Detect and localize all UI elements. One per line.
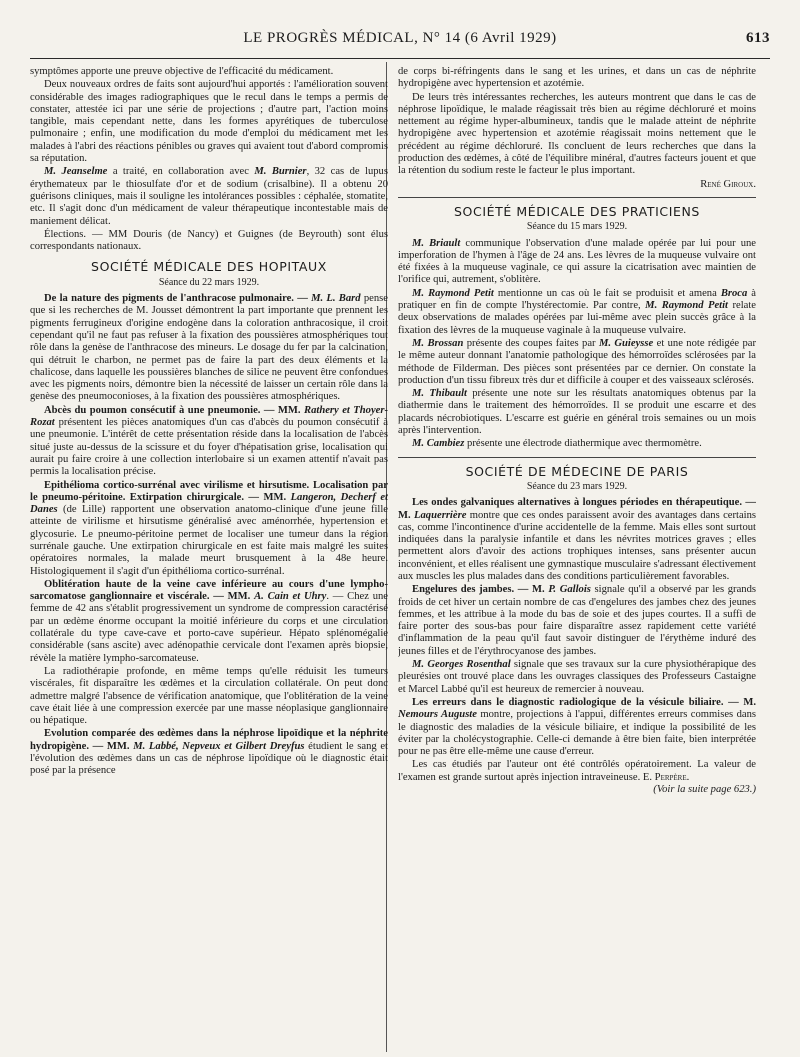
paragraph-text: . — Chez une femme de 42 ans s'établit progressivement un syndrome de compression caractérisé par un œdème énorme occupant la moitié inférieure du corps et une circulation collatérale du type cave-cave et porto-cave supérieur. Hépato splénomégalie considérable (sans ascite) avec adénopathie cervicale dont l'examen après biopsie, révèle la matière lympho-sarcomateuse. [30,591,388,664]
topic-title: De la nature des pigments de l'anthracose pulmonaire. — [44,293,308,305]
topic-title: Evolution comparée des œdèmes dans la néphrose lipoïdique et la néphrite hydropigène. — MM. [30,728,388,752]
section-title: SOCIÉTÉ DE MÉDECINE DE PARIS [465,463,689,479]
topic-title: Abcès du poumon consécutif à une pneumonie. — MM. [44,404,305,416]
paragraph [30,293,388,404]
author-name: Langeron, Decherf et Danes [30,491,388,516]
paragraph-text: mentionne un cas où le fait se produisit et amena [493,287,721,299]
section-date: Séance du 22 mars 1929. [158,276,260,288]
author-name: M. Raymond Petit [645,300,728,312]
signature: E. Perpère. [642,771,690,783]
author-name: M. Raymond Petit [412,287,494,299]
paragraph-text: pense que si les recherches de M. Jousset démontrent la part importante que prennent les pigments ferrugineux d'origine endogène dans la coloration anthracosique, il croit cependant qu'il ne faut pas refuser à la fixation des poussières atmosphériques tout rôle dans la genèse de l'anthracose des mineurs. Le dosage du fer par la calcination, qui détruit le charbon, ne permet pas de faire la part des deux éléments et la chalicose, dans laquelle les poussières blanches de silice ne peuvent être confondues avec les pigments noirs, démontre bien la nécessité de laisser un certain rôle dans la genèse des pneumoconioses, à la fixation des poussières atmosphériques. [30,293,388,403]
paragraph-text: montre que ces ondes paraissent avoir des avantages dans certains cas, comme l'incontinence d'urine accidentelle de la femme. Mais elles sont surtout indiquées dans la paralysie infantile et dans les névrites motrices graves ; elles permettent alors d'avoir des actions trophiques intenses, sans présenter aucun inconvénient, et elles réalisent une gymnastique musculaire s'adressant électivement aux muscles les plus malades dans des conditions particulièrement favorables. [398,509,756,582]
paragraph: symptômes apporte une preuve objective de l'efficacité du médicament. [30,66,334,77]
paragraph [398,238,756,287]
paragraph-text: signale que ses travaux sur la cure physiothérapique des pleurésies ont trouvé place dans les ouvrages classiques des Professeurs Castaigne et Marcel Labbé qu'il est heureux de remercier à nouveau. [398,659,756,695]
paragraph-text: présente une électrode diathermique avec thermomètre. [464,438,702,450]
author-name: M. Thibault [412,388,467,400]
page-number: 613 [746,30,770,46]
author-name: Broca [720,287,748,299]
paragraph [30,79,388,165]
paragraph [398,759,756,796]
author-name: Nemours Auguste [398,709,477,721]
section-heading [398,203,756,234]
author-name: M. Cambiez [412,438,465,450]
paragraph [398,288,756,337]
section-title: SOCIÉTÉ MÉDICALE DES HOPITAUX [91,259,327,275]
author-name: Laquerrière [414,509,467,521]
paragraph [398,659,756,696]
signature: René Giroux. [700,178,756,190]
paragraph-text: montre, projections à l'appui, différentes erreurs commises dans le diagnostic des maladies de la vésicule biliaire, et indique la possibilité de les éviter par la cholécystographie. Celle-ci demande à être bien faite, bien interprétée pour ne pas être elle-même une cause d'erreur. [398,709,756,758]
paragraph-text: à pratiquer en fin de compte l'hystérectomie. Par contre, [398,287,756,312]
continued-note: (Voir la suite page 623.) [653,784,756,796]
author-name: M. Burnier [254,166,307,178]
author-name: M. Georges Rosenthal [412,659,511,671]
paragraph-text: Les cas étudiés par l'auteur ont été contrôlés opératoirement. La valeur de l'examen est grande surtout après injection intraveineuse. [398,759,756,783]
paragraph: de corps bi-réfringents dans le sang et les urines, et dans un cas de néphrite hydropigène avec hypertension et azotémie. [398,66,756,90]
paragraph [30,728,388,777]
paragraph-text: signale qu'il a observé par les grands froids de cet hiver un certain nombre de cas d'engelures des jambes chez des jeunes femmes, et les attribue à la mode du bas de soie et des jupes courtes. Il a suffi de faire porter des sous-bas pour faire disparaître assez rapidement cette variété d'inflammation de la peau qu'il faut savoir distinguer de l'érythème induré des jeunes filles et de l'érythrocyanose des jambes. [398,584,756,657]
paragraph [398,497,756,583]
paragraph-text: Deux nouveaux ordres de faits sont aujourd'hui apportés : l'amélioration souvent considérable des images radiographiques que le recul dans le temps a permis de constater, attestée ici par une série de projections ; d'autre part, l'action moins tangible, mais cependant nette, dans les formes apyrétiques de tuberculose pulmonaire ; enfin, une modification du mode d'emploi du médicament met les malades à l'abri des réactions pénibles ou graves qui avaient tout d'abord compromis sa réputation. [30,79,388,165]
paragraph-text: étudient le sang et l'évolution des œdèmes dans un cas de néphrose lipoïdique où le diagnostic était posé par la présence [30,740,388,777]
topic-title: Epithélioma cortico-surrénal avec virilisme et hirsutisme. Localisation par le pneumo-péritoine. Extirpation chirurgicale. — MM. [30,479,388,503]
section-heading [398,463,756,494]
author-name: P. Gallois [548,584,591,596]
author-name: M. Brossan [412,337,464,349]
section-heading [30,261,388,289]
paragraph-text: relate deux observations de malades opérées par lui-même avec plein succès grâce à la fixation des lèvres de la muqueuse vaginale à la muqueuse vulvaire. [398,300,756,336]
paragraph: De leurs très intéressantes recherches, les auteurs montrent que dans le cas de néphrose lipoïdique, le malade réagissait très bien au régime déchloruré et moins nettement au régime hyper-albumineux, tandis que le malade atteint de néphrite hydropigène avec hypertension et azotémie réagissait moins nettement que le précédent au régime déchloruré. Ils concluent de leurs recherches que dans la production des œdèmes, à côté de l'équilibre minéral, d'autres facteurs jouent et que la rétention du sodium reste le facteur le plus important. [398,91,756,177]
header-rule [30,58,770,59]
section-rule [398,457,756,458]
paragraph-text: et une note rédigée par le même auteur donnant l'anatomie pathologique des hémorroïdes sclérosées par la méthode de Filderman. Des pièces sont présentées par ce dernier. On constate la production d'un tissu fibreux très dur et difficile à couper et des vaisseaux sclérosés. [398,337,756,386]
author-name: M. Jeanselme [44,166,108,178]
paragraph-text: présentent les pièces anatomiques d'un cas d'abcès du poumon consécutif à une pneumonie. L'intérêt de cette présentation réside dans la localisation de l'abcès situé juste au-dessus de la scissure et du foyer d'hépatisation grise, localisation qui aurait pu faire croire à une collection interlobaire si un examen attentif n'avait pas permis la localisation précise. [30,417,388,478]
section-title: SOCIÉTÉ MÉDICALE DES PRATICIENS [454,203,700,219]
paragraph: Élections. — MM Douris (de Nancy) et Guignes (de Beyrouth) sont élus correspondants nationaux. [30,228,388,253]
paragraph-text: présente des coupes faites par [463,337,599,349]
paragraph-text: , 32 cas de lupus érythemateux par le thiosulfate d'or et de sodium (crisalbine). Il a obtenu 20 guérisons cliniques, mais il souligne les intolérances possibles : céphalée, stomatite, etc. Il s'agit donc d'un médicament de valeur thérapeutique incontestable mais de maniement délicat. [30,166,388,227]
author-name: M. L. Bard [311,293,361,305]
author-name: M. Labbé, Nepveux et Gilbert Dreyfus [133,740,305,752]
paragraph [398,584,756,658]
topic-title: Oblitération haute de la veine cave inférieure au cours d'une lympho-sarcomatose ganglionnaire et viscérale. — MM. [30,578,388,603]
paragraph-text: a traité, en collaboration avec [107,166,255,178]
running-header [30,30,770,52]
paragraph [398,388,756,437]
paragraph-text: communique l'observation d'une malade opérée par lui pour une imperforation de l'hymen à l'âge de 24 ans. Les lèvres de la muqueuse vulvaire ont été fixées à la muqueuse vaginale, ce qui assure la cicatrisation avec maintien de l'orifice qui, autrement, s'oblitère. [398,237,756,286]
author-name: M. Guieysse [598,337,654,349]
right-column [398,66,756,1051]
paragraph [30,405,388,479]
author-name: Rathery et Thoyer-Rozat [30,404,388,429]
paragraph: La radiothérapie profonde, en même temps qu'elle réduisit les tumeurs viscérales, fit disparaître les œdèmes et la circulation collatérale. On peut donc admettre malgré l'absence de vérification anatomique, que l'oblitération de la veine cave était liée à une compression exercée par une masse néoplasique ganglionnaire ou hépatique. [30,665,388,727]
section-rule [398,197,756,198]
topic-title: Les erreurs dans le diagnostic radiologique de la vésicule biliaire. — M. [412,696,756,708]
paragraph [398,438,756,450]
left-column [30,66,388,1051]
section-date: Séance du 23 mars 1929. [526,480,628,492]
section-date: Séance du 15 mars 1929. [526,221,628,233]
author-name: A. Cain et Uhry [254,591,327,603]
topic-title: Les ondes galvaniques alternatives à longues périodes en thérapeutique. — M. [398,497,756,521]
journal-title: LE PROGRÈS MÉDICAL, N° 14 (6 Avril 1929) [243,30,557,46]
paragraph [30,166,388,227]
paragraph [398,338,756,387]
paragraph-text: (de Lille) rapportent une observation anatomo-clinique d'une jeune fille atteinte de virilisme et hirsutisme généralisé avec aménorrhée, hypertension et glycosurie. Le pneumo-péritoine permet de localiser une tumeur dans la région surrénale gauche. Une extirpation chirurgicale en est faite mais malgré les suites opératoires normales, la malade meurt brusquement à la 48e heure. Histologiquement il s'agit d'un épithélioma cortico-surrénal. [30,504,388,577]
paragraph [398,697,756,758]
topic-title: Engelures des jambes. — M. [412,584,549,596]
paragraph [30,579,388,665]
author-name: M. Briault [412,237,461,249]
paragraph-text: présente une note sur les résultats anatomiques obtenus par la diathermie dans le traitement des hémorroïdes. Il se produit une escarre et des placards nécrobiotiques. L'escarre est guérie en général trois semaines ou un mois après l'intervention. [398,388,756,437]
paragraph [30,480,388,578]
